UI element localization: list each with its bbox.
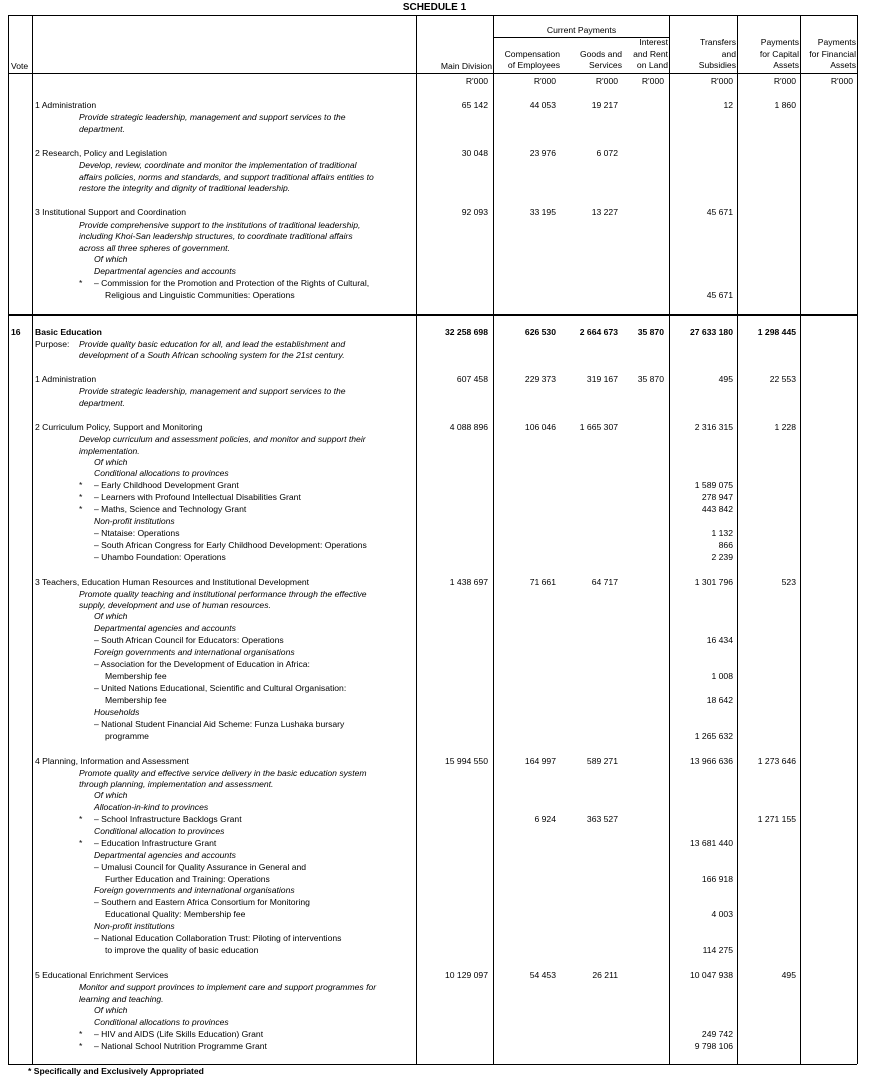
row-label: – South African Congress for Early Childhood Development: Operations xyxy=(94,540,367,550)
row-label: – Commission for the Promotion and Protection of the Rights of Cultural, xyxy=(94,278,370,288)
main-division-value: 10 129 097 xyxy=(444,970,488,980)
unit-label: R'000 xyxy=(465,76,488,86)
transfers-header-3: Subsidies xyxy=(698,60,736,70)
row-label: Develop curriculum and assessment policies, and monitor and support their xyxy=(79,434,366,444)
goods-services-value: 363 527 xyxy=(586,814,618,824)
row-label: across all three spheres of government. xyxy=(79,243,230,253)
row-label: restore the integrity and dignity of traditional leadership. xyxy=(79,183,291,193)
interest-value: 35 870 xyxy=(637,374,664,384)
row-label: affairs policies, norms and standards, and support traditional affairs entities to xyxy=(79,172,374,182)
transfers-value: 1 132 xyxy=(711,528,733,538)
compensation-value: 164 997 xyxy=(524,756,556,766)
capital-header-2: for Capital xyxy=(759,49,799,59)
row-label: – United Nations Educational, Scientific and Cultural Organisation: xyxy=(94,683,347,693)
transfers-header-2: and xyxy=(721,49,736,59)
goods-services-value: 2 664 673 xyxy=(579,327,618,337)
row-label: Basic Education xyxy=(35,327,102,337)
row-label: 2 Curriculum Policy, Support and Monitoring xyxy=(35,422,203,432)
appropriated-marker: * xyxy=(79,1041,83,1051)
row-label: – HIV and AIDS (Life Skills Education) Grant xyxy=(94,1029,264,1039)
transfers-value: 1 589 075 xyxy=(694,480,733,490)
row-label: – Association for the Development of Education in Africa: xyxy=(94,659,310,669)
row-label: – Learners with Profound Intellectual Disabilities Grant xyxy=(94,492,301,502)
row-label: – School Infrastructure Backlogs Grant xyxy=(94,814,242,824)
compensation-value: 44 053 xyxy=(529,100,556,110)
row-label: 5 Educational Enrichment Services xyxy=(35,970,169,980)
transfers-value: 45 671 xyxy=(706,207,733,217)
row-label: 3 Institutional Support and Coordination xyxy=(35,207,186,217)
capital-assets-value: 1 273 646 xyxy=(757,756,796,766)
capital-header-3: Assets xyxy=(773,60,799,70)
transfers-value: 9 798 106 xyxy=(694,1041,733,1051)
financial-header: Payments xyxy=(817,37,856,47)
transfers-value: 278 947 xyxy=(701,492,733,502)
row-label: Provide comprehensive support to the institutions of traditional leadership, xyxy=(79,220,361,230)
interest-value: 35 870 xyxy=(637,327,664,337)
capital-assets-value: 1 271 155 xyxy=(757,814,796,824)
capital-assets-value: 1 860 xyxy=(774,100,796,110)
row-label: – Umalusi Council for Quality Assurance in General and xyxy=(94,862,307,872)
compensation-header-2: of Employees xyxy=(507,60,560,70)
row-label: Of which xyxy=(94,254,128,264)
transfers-value: 45 671 xyxy=(706,290,733,300)
row-label: Monitor and support provinces to implement care and support programmes for xyxy=(79,982,377,992)
financial-header-3: Assets xyxy=(830,60,856,70)
goods-services-value: 26 211 xyxy=(592,970,618,980)
goods-services-value: 64 717 xyxy=(591,577,618,587)
row-label: programme xyxy=(105,731,149,741)
compensation-value: 23 976 xyxy=(529,148,556,158)
row-label: – Education Infrastructure Grant xyxy=(94,838,217,848)
row-label: to improve the quality of basic education xyxy=(105,945,259,955)
transfers-value: 866 xyxy=(718,540,733,550)
main-division-value: 32 258 698 xyxy=(444,327,488,337)
goods-services-value: 19 217 xyxy=(591,100,618,110)
compensation-value: 6 924 xyxy=(534,814,556,824)
transfers-value: 1 301 796 xyxy=(694,577,733,587)
transfers-value: 2 239 xyxy=(711,552,733,562)
goods-services-value: 13 227 xyxy=(591,207,618,217)
main-division-value: 30 048 xyxy=(461,148,488,158)
transfers-value: 18 642 xyxy=(706,695,733,705)
transfers-value: 27 633 180 xyxy=(689,327,733,337)
row-label: implementation. xyxy=(79,446,140,456)
transfers-header: Transfers xyxy=(700,37,736,47)
compensation-value: 229 373 xyxy=(524,374,556,384)
row-label: 4 Planning, Information and Assessment xyxy=(35,756,189,766)
transfers-value: 1 265 632 xyxy=(694,731,733,741)
transfers-value: 443 842 xyxy=(701,504,733,514)
row-label: – Uhambo Foundation: Operations xyxy=(94,552,226,562)
row-label: Membership fee xyxy=(105,671,167,681)
unit-label: R'000 xyxy=(641,76,664,86)
row-label: Membership fee xyxy=(105,695,167,705)
row-label: 1 Administration xyxy=(35,374,97,384)
row-label: Religious and Linguistic Communities: Operations xyxy=(105,290,295,300)
schedule-title: SCHEDULE 1 xyxy=(402,2,467,13)
compensation-value: 54 453 xyxy=(529,970,556,980)
appropriated-marker: * xyxy=(79,278,83,288)
row-label: through planning, implementation and assessment. xyxy=(79,779,274,789)
row-label: Of which xyxy=(94,611,128,621)
footnote: * Specifically and Exclusively Appropriated xyxy=(28,1066,204,1076)
row-label: Provide strategic leadership, management and support services to the xyxy=(79,112,346,122)
row-label: department. xyxy=(79,124,125,134)
interest-header: Interest xyxy=(639,37,668,47)
row-label: Purpose: xyxy=(35,339,70,349)
interest-header-2: and Rent xyxy=(633,49,668,59)
row-label: Departmental agencies and accounts xyxy=(94,266,236,276)
row-label: Foreign governments and international organisations xyxy=(94,647,295,657)
row-label: supply, development and use of human resources. xyxy=(79,600,271,610)
financial-header-2: for Financial xyxy=(809,49,856,59)
row-label: 2 Research, Policy and Legislation xyxy=(35,148,167,158)
main-division-value: 92 093 xyxy=(461,207,488,217)
transfers-value: 13 681 440 xyxy=(689,838,733,848)
capital-assets-value: 22 553 xyxy=(769,374,796,384)
appropriated-marker: * xyxy=(79,492,83,502)
transfers-value: 16 434 xyxy=(706,635,733,645)
row-label: development of a South African schooling system for the 21st century. xyxy=(79,350,345,360)
row-label: Non-profit institutions xyxy=(94,921,175,931)
main-division-value: 1 438 697 xyxy=(449,577,488,587)
row-label: Households xyxy=(94,707,140,717)
transfers-value: 10 047 938 xyxy=(689,970,733,980)
capital-header: Payments xyxy=(760,37,799,47)
goods-services-value: 589 271 xyxy=(586,756,618,766)
interest-header-3: on Land xyxy=(636,60,668,70)
row-label: Provide strategic leadership, management and support services to the xyxy=(79,386,346,396)
transfers-value: 495 xyxy=(718,374,733,384)
row-label: learning and teaching. xyxy=(79,994,164,1004)
goods-services-value: 6 072 xyxy=(596,148,618,158)
appropriated-marker: * xyxy=(79,814,83,824)
goods-services-value: 319 167 xyxy=(586,374,618,384)
capital-assets-value: 495 xyxy=(781,970,796,980)
row-label: Develop, review, coordinate and monitor the implementation of traditional xyxy=(79,160,357,170)
transfers-value: 4 003 xyxy=(711,909,733,919)
appropriated-marker: * xyxy=(79,838,83,848)
row-label: Conditional allocation to provinces xyxy=(94,826,225,836)
main-division-value: 607 458 xyxy=(456,374,488,384)
row-label: – National School Nutrition Programme Grant xyxy=(94,1041,267,1051)
row-label: Of which xyxy=(94,790,128,800)
vote-header: Vote xyxy=(11,61,29,71)
row-label: Of which xyxy=(94,1005,128,1015)
row-label: 3 Teachers, Education Human Resources and Institutional Development xyxy=(35,577,310,587)
unit-label: R'000 xyxy=(533,76,556,86)
capital-assets-value: 1 298 445 xyxy=(757,327,796,337)
row-label: Departmental agencies and accounts xyxy=(94,623,236,633)
row-label: Foreign governments and international organisations xyxy=(94,885,295,895)
row-label: – Ntataise: Operations xyxy=(94,528,180,538)
appropriated-marker: * xyxy=(79,480,83,490)
row-label: including Khoi-San leadership structures, to coordinate traditional affairs xyxy=(79,231,353,241)
transfers-value: 114 275 xyxy=(702,945,733,955)
row-label: 1 Administration xyxy=(35,100,97,110)
row-label: Non-profit institutions xyxy=(94,516,175,526)
compensation-header: Compensation xyxy=(504,49,560,59)
capital-assets-value: 523 xyxy=(781,577,796,587)
row-label: Promote quality teaching and institutional performance through the effective xyxy=(79,589,367,599)
appropriated-marker: * xyxy=(79,1029,83,1039)
transfers-value: 13 966 636 xyxy=(689,756,733,766)
compensation-value: 106 046 xyxy=(524,422,556,432)
row-label: Educational Quality: Membership fee xyxy=(105,909,246,919)
row-label: Conditional allocations to provinces xyxy=(94,1017,229,1027)
row-label: – Maths, Science and Technology Grant xyxy=(94,504,247,514)
row-label: Of which xyxy=(94,457,128,467)
appropriated-marker: * xyxy=(79,504,83,514)
capital-assets-value: 1 228 xyxy=(774,422,796,432)
compensation-value: 626 530 xyxy=(524,327,556,337)
row-label: Conditional allocations to provinces xyxy=(94,468,229,478)
compensation-value: 71 661 xyxy=(529,577,556,587)
row-label: department. xyxy=(79,398,125,408)
goods-services-value: 1 665 307 xyxy=(579,422,618,432)
row-label: – South African Council for Educators: Operations xyxy=(94,635,284,645)
goods-header: Goods and xyxy=(579,49,622,59)
row-label: Promote quality and effective service delivery in the basic education system xyxy=(79,768,367,778)
row-label: Departmental agencies and accounts xyxy=(94,850,236,860)
row-label: – National Student Financial Aid Scheme: Funza Lushaka bursary xyxy=(94,719,345,729)
row-label: Allocation-in-kind to provinces xyxy=(94,802,209,812)
main-division-value: 15 994 550 xyxy=(444,756,488,766)
row-label: Further Education and Training: Operations xyxy=(105,874,270,884)
row-label: – Southern and Eastern Africa Consortium for Monitoring xyxy=(94,897,310,907)
transfers-value: 2 316 315 xyxy=(694,422,733,432)
current-payments-header: Current Payments xyxy=(546,25,617,35)
main-division-header: Main Division xyxy=(440,61,492,71)
unit-label: R'000 xyxy=(710,76,733,86)
vote-number: 16 xyxy=(11,327,21,337)
goods-header-2: Services xyxy=(589,60,622,70)
unit-label: R'000 xyxy=(773,76,796,86)
transfers-value: 12 xyxy=(723,100,733,110)
main-division-value: 4 088 896 xyxy=(449,422,488,432)
transfers-value: 1 008 xyxy=(711,671,733,681)
transfers-value: 166 918 xyxy=(701,874,733,884)
main-division-value: 65 142 xyxy=(461,100,488,110)
row-label: – National Education Collaboration Trust: Piloting of interventions xyxy=(94,933,342,943)
unit-label: R'000 xyxy=(830,76,853,86)
transfers-value: 249 742 xyxy=(701,1029,733,1039)
unit-label: R'000 xyxy=(595,76,618,86)
row-label: – Early Childhood Development Grant xyxy=(94,480,239,490)
compensation-value: 33 195 xyxy=(529,207,556,217)
row-label: Provide quality basic education for all, and lead the establishment and xyxy=(79,339,346,349)
